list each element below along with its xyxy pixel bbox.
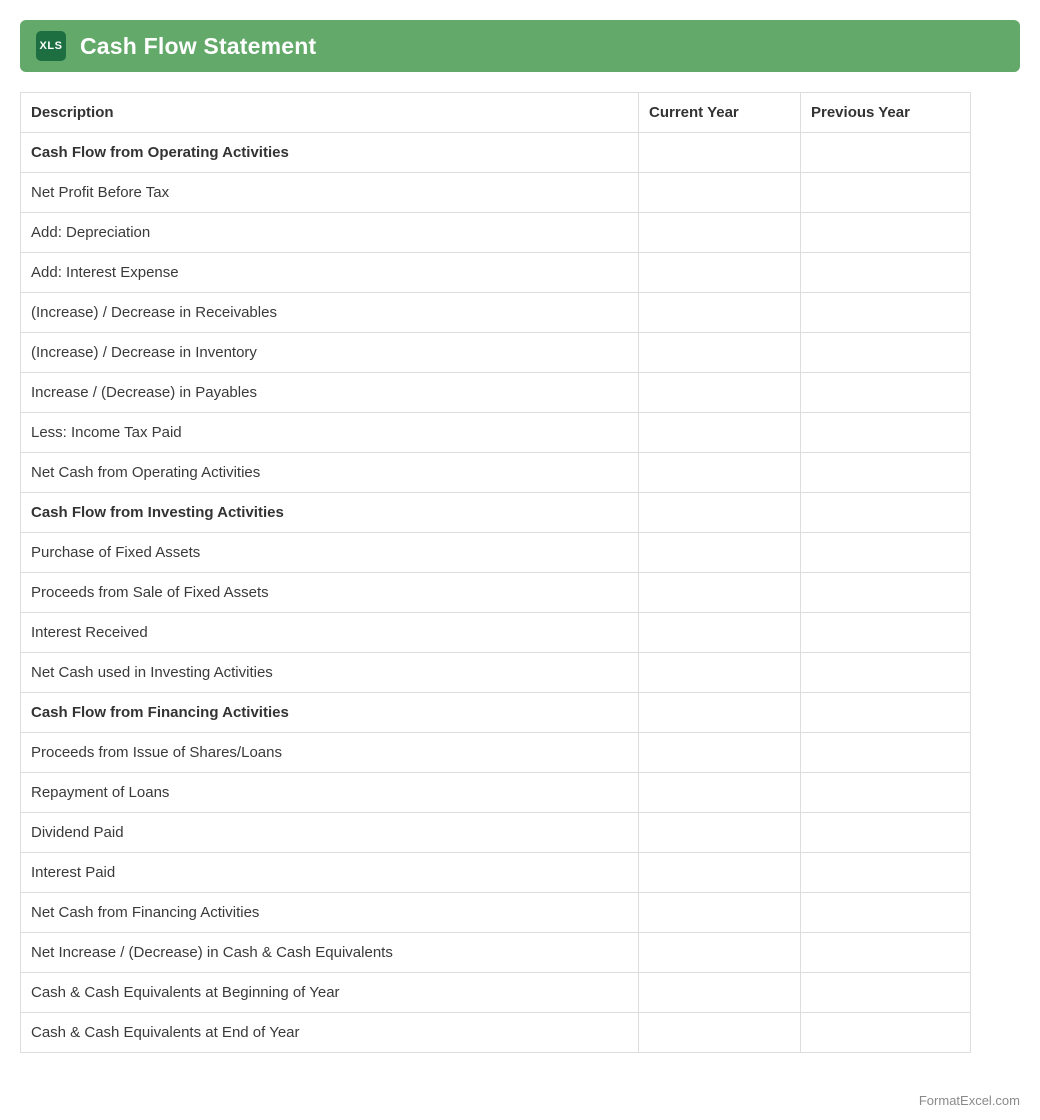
line-item-cell: Add: Depreciation	[21, 213, 639, 253]
table-row	[21, 373, 971, 413]
current-year-cell[interactable]	[639, 293, 801, 333]
line-item-cell: (Increase) / Decrease in Receivables	[21, 293, 639, 333]
table-header	[21, 93, 971, 133]
line-item-cell: Net Cash from Operating Activities	[21, 453, 639, 493]
line-item-cell: Interest Paid	[21, 853, 639, 893]
table-row	[21, 1013, 971, 1053]
cash-flow-table	[20, 92, 971, 1053]
previous-year-cell[interactable]	[801, 693, 971, 733]
excel-file-icon: XLS	[36, 31, 66, 61]
previous-year-cell[interactable]	[801, 813, 971, 853]
table-row	[21, 693, 971, 733]
document-title-bar	[20, 20, 1020, 72]
table-row	[21, 893, 971, 933]
current-year-cell[interactable]	[639, 173, 801, 213]
footer-attribution: FormatExcel.com	[918, 1093, 1020, 1108]
current-year-cell[interactable]	[639, 133, 801, 173]
previous-year-cell[interactable]	[801, 133, 971, 173]
previous-year-cell[interactable]	[801, 533, 971, 573]
table-header-row	[21, 93, 971, 133]
table-row	[21, 613, 971, 653]
table-row	[21, 733, 971, 773]
current-year-cell[interactable]	[639, 973, 801, 1013]
table-row	[21, 453, 971, 493]
previous-year-cell[interactable]	[801, 213, 971, 253]
line-item-cell: Increase / (Decrease) in Payables	[21, 373, 639, 413]
current-year-cell[interactable]	[639, 853, 801, 893]
table-row	[21, 413, 971, 453]
previous-year-cell[interactable]	[801, 413, 971, 453]
current-year-cell[interactable]	[639, 613, 801, 653]
current-year-cell[interactable]	[639, 253, 801, 293]
previous-year-cell[interactable]	[801, 973, 971, 1013]
table-body	[21, 133, 971, 1053]
line-item-cell: Interest Received	[21, 613, 639, 653]
current-year-cell[interactable]	[639, 573, 801, 613]
previous-year-cell[interactable]	[801, 733, 971, 773]
table-row	[21, 173, 971, 213]
current-year-cell[interactable]	[639, 1013, 801, 1053]
column-header-description: Description	[21, 93, 639, 133]
table-row	[21, 853, 971, 893]
table-row	[21, 573, 971, 613]
current-year-cell[interactable]	[639, 533, 801, 573]
table-row	[21, 773, 971, 813]
table-row	[21, 333, 971, 373]
line-item-cell: Less: Income Tax Paid	[21, 413, 639, 453]
column-header-previous-year: Previous Year	[801, 93, 971, 133]
line-item-cell: Dividend Paid	[21, 813, 639, 853]
current-year-cell[interactable]	[639, 453, 801, 493]
previous-year-cell[interactable]	[801, 653, 971, 693]
previous-year-cell[interactable]	[801, 373, 971, 413]
previous-year-cell[interactable]	[801, 933, 971, 973]
table-row	[21, 533, 971, 573]
section-heading-cell: Cash Flow from Operating Activities	[21, 133, 639, 173]
line-item-cell: Repayment of Loans	[21, 773, 639, 813]
table-row	[21, 813, 971, 853]
section-heading-cell: Cash Flow from Financing Activities	[21, 693, 639, 733]
line-item-cell: Purchase of Fixed Assets	[21, 533, 639, 573]
previous-year-cell[interactable]	[801, 573, 971, 613]
table-row	[21, 493, 971, 533]
page-title: Cash Flow Statement	[80, 32, 317, 59]
current-year-cell[interactable]	[639, 893, 801, 933]
current-year-cell[interactable]	[639, 493, 801, 533]
table-row	[21, 213, 971, 253]
current-year-cell[interactable]	[639, 693, 801, 733]
previous-year-cell[interactable]	[801, 853, 971, 893]
previous-year-cell[interactable]	[801, 893, 971, 933]
previous-year-cell[interactable]	[801, 773, 971, 813]
current-year-cell[interactable]	[639, 333, 801, 373]
column-header-current-year: Current Year	[639, 93, 801, 133]
table-row	[21, 653, 971, 693]
current-year-cell[interactable]	[639, 373, 801, 413]
line-item-cell: (Increase) / Decrease in Inventory	[21, 333, 639, 373]
table-row	[21, 933, 971, 973]
table-row	[21, 293, 971, 333]
current-year-cell[interactable]	[639, 933, 801, 973]
current-year-cell[interactable]	[639, 773, 801, 813]
current-year-cell[interactable]	[639, 733, 801, 773]
previous-year-cell[interactable]	[801, 173, 971, 213]
previous-year-cell[interactable]	[801, 253, 971, 293]
current-year-cell[interactable]	[639, 653, 801, 693]
previous-year-cell[interactable]	[801, 293, 971, 333]
current-year-cell[interactable]	[639, 213, 801, 253]
previous-year-cell[interactable]	[801, 493, 971, 533]
line-item-cell: Proceeds from Issue of Shares/Loans	[21, 733, 639, 773]
previous-year-cell[interactable]	[801, 333, 971, 373]
current-year-cell[interactable]	[639, 413, 801, 453]
section-heading-cell: Cash Flow from Investing Activities	[21, 493, 639, 533]
line-item-cell: Add: Interest Expense	[21, 253, 639, 293]
table-row	[21, 973, 971, 1013]
previous-year-cell[interactable]	[801, 453, 971, 493]
line-item-cell: Net Cash used in Investing Activities	[21, 653, 639, 693]
line-item-cell: Net Profit Before Tax	[21, 173, 639, 213]
line-item-cell: Cash & Cash Equivalents at End of Year	[21, 1013, 639, 1053]
line-item-cell: Proceeds from Sale of Fixed Assets	[21, 573, 639, 613]
table-row	[21, 133, 971, 173]
line-item-cell: Net Increase / (Decrease) in Cash & Cash Equivalents	[21, 933, 639, 973]
previous-year-cell[interactable]	[801, 1013, 971, 1053]
line-item-cell: Net Cash from Financing Activities	[21, 893, 639, 933]
table-row	[21, 253, 971, 293]
previous-year-cell[interactable]	[801, 613, 971, 653]
current-year-cell[interactable]	[639, 813, 801, 853]
line-item-cell: Cash & Cash Equivalents at Beginning of Year	[21, 973, 639, 1013]
